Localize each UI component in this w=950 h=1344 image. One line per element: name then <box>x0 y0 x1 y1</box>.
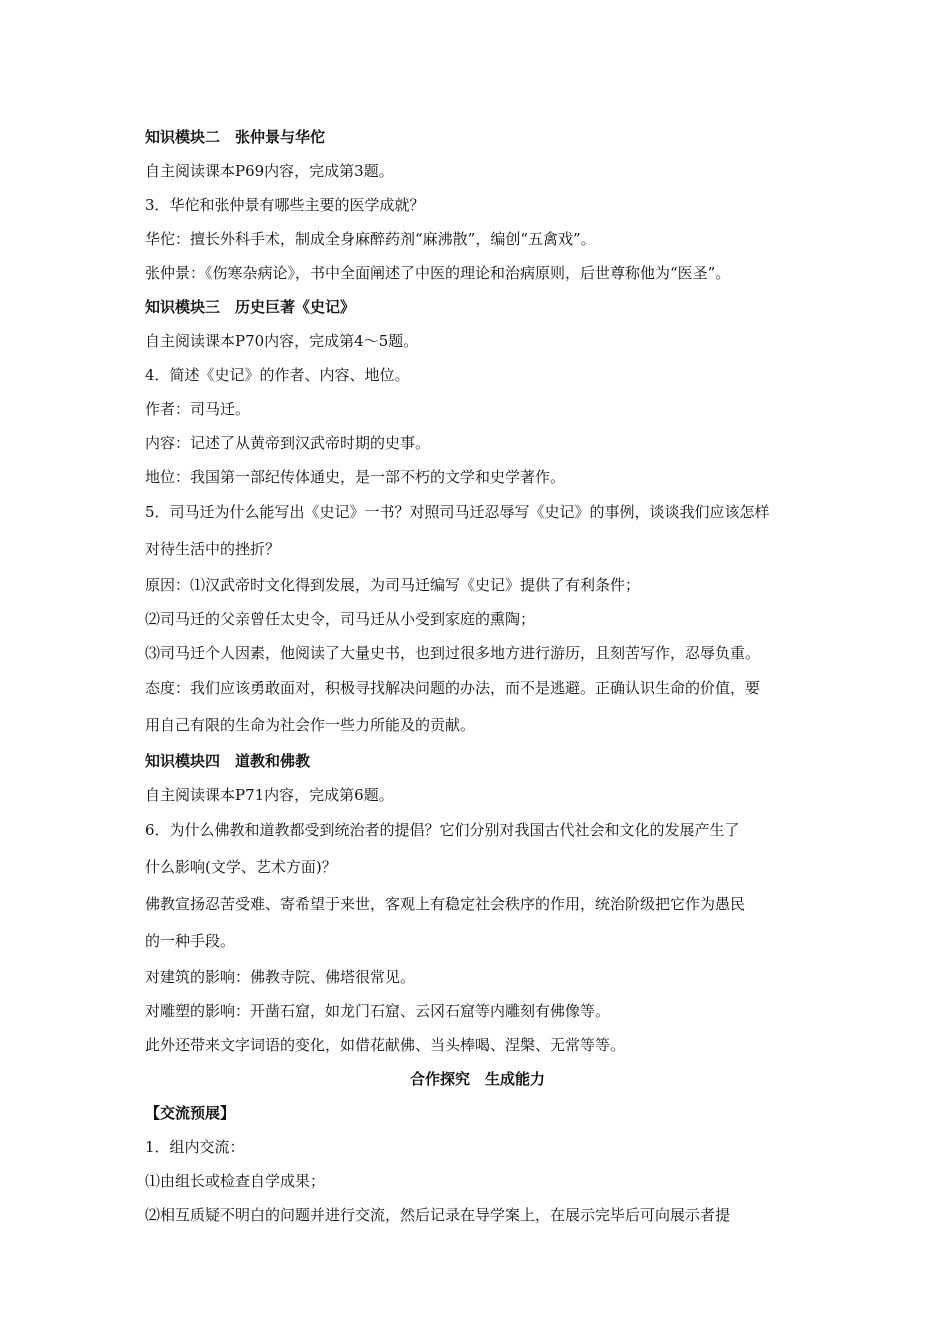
text-line: 原因：⑴汉武帝时文化得到发展，为司马迁编写《史记》提供了有利条件； <box>145 576 641 594</box>
question-4: 4．简述《史记》的作者、内容、地位。 <box>145 366 410 384</box>
text-line: 自主阅读课本P70内容，完成第4～5题。 <box>145 332 419 350</box>
text-line: 用自己有限的生命为社会作一些力所能及的贡献。 <box>145 716 476 734</box>
text-line: 张仲景：《伤寒杂病论》，书中全面阐述了中医的理论和治病原则，后世尊称他为“医圣”。 <box>145 264 731 282</box>
section-heading-cooperation: 合作探究 生成能力 <box>409 1070 545 1088</box>
text-line: 作者：司马迁。 <box>145 400 251 418</box>
section-heading-module-4: 知识模块四 道教和佛教 <box>145 752 311 770</box>
section-heading-exchange: 【交流预展】 <box>145 1104 236 1122</box>
question-6-continued: 什么影响(文学、艺术方面)？ <box>145 858 337 876</box>
text-line: 对建筑的影响：佛教寺院、佛塔很常见。 <box>145 968 416 986</box>
question-5: 5．司马迁为什么能写出《史记》一书？对照司马迁忍辱写《史记》的事例，谈谈我们应该怎样 <box>145 503 770 521</box>
text-line: 态度：我们应该勇敢面对，积极寻找解决问题的办法，而不是逃避。正确认识生命的价值，要 <box>145 679 761 697</box>
text-line: 佛教宣扬忍苦受难、寄希望于来世，客观上有稳定社会秩序的作用，统治阶级把它作为愚民 <box>145 895 746 913</box>
text-line: 1．组内交流： <box>145 1138 245 1156</box>
text-line: ⑶司马迁个人因素，他阅读了大量史书，也到过很多地方进行游历，且刻苦写作，忍辱负重。 <box>145 644 761 662</box>
text-line: 华佗：擅长外科手术，制成全身麻醉药剂“麻沸散”，编创“五禽戏”。 <box>145 230 596 248</box>
text-line: 此外还带来文字词语的变化，如借花献佛、当头棒喝、涅槃、无常等等。 <box>145 1036 626 1054</box>
section-heading-module-2: 知识模块二 张仲景与华佗 <box>145 128 326 146</box>
text-line: 地位：我国第一部纪传体通史，是一部不朽的文学和史学著作。 <box>145 468 566 486</box>
text-line: 自主阅读课本P69内容，完成第3题。 <box>145 162 394 180</box>
text-line: ⑵司马迁的父亲曾任太史令，司马迁从小受到家庭的熏陶； <box>145 610 536 628</box>
question-5-continued: 对待生活中的挫折？ <box>145 540 281 558</box>
text-line: 自主阅读课本P71内容，完成第6题。 <box>145 786 394 804</box>
text-line: 内容：记述了从黄帝到汉武帝时期的史事。 <box>145 434 431 452</box>
text-line: ⑵相互质疑不明白的问题并进行交流，然后记录在导学案上，在展示完毕后可向展示者提 <box>145 1206 731 1224</box>
section-heading-module-3: 知识模块三 历史巨著《史记》 <box>145 298 356 316</box>
question-3: 3．华佗和张仲景有哪些主要的医学成就？ <box>145 196 425 214</box>
text-line: ⑴由组长或检查自学成果； <box>145 1172 326 1190</box>
document-page <box>145 120 810 1232</box>
text-line: 的一种手段。 <box>145 932 236 950</box>
question-6: 6．为什么佛教和道教都受到统治者的提倡？它们分别对我国古代社会和文化的发展产生了 <box>145 821 740 839</box>
text-line: 对雕塑的影响：开凿石窟，如龙门石窟、云冈石窟等内雕刻有佛像等。 <box>145 1002 611 1020</box>
